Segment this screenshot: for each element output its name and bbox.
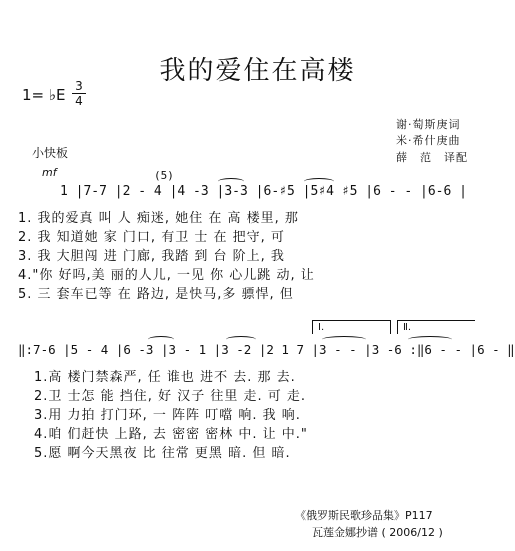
song-title: 我的爱住在高楼 xyxy=(159,56,356,86)
lyric-line: 5.愿 啊今天黑夜 比 往常 更黑 暗. 但 暗. xyxy=(34,446,291,461)
time-signature xyxy=(72,80,86,107)
lyric-line: 2.卫 士怎 能 挡住, 好 汉子 往里 走. 可 走. xyxy=(34,389,306,404)
lyric-line: 3. 我 大胆闯 进 门廊, 我踏 到 台 阶上, 我 xyxy=(18,249,285,264)
transcriber-note: 瓦莲金娜抄谱 ( 2006/12 ) xyxy=(312,526,443,539)
time-signature-top: 3 xyxy=(75,79,83,93)
key-signature: 1= ♭E xyxy=(22,86,66,104)
second-ending-label: Ⅱ. xyxy=(403,322,412,333)
lyric-line: 4.咱 们赶快 上路, 去 密密 密林 中. 让 中." xyxy=(34,427,308,442)
lyricist-credit: 谢·萄斯庚词 xyxy=(396,118,461,131)
dynamic-marking: mf xyxy=(42,166,57,179)
melody-line-1: 1 |7-7 |2 - 4 |4 -3 |3-3 |6-♯5 |5♯4 ♯5 |6 - - |6-6 | xyxy=(60,184,467,199)
lyric-line: 5. 三 套车已等 在 路边, 是快马,多 骠悍, 但 xyxy=(18,287,294,302)
lyric-line: 3.用 力拍 打门环, 一 阵阵 叮噹 响. 我 响. xyxy=(34,408,301,423)
first-ending-bracket xyxy=(312,320,390,321)
second-ending-bracket xyxy=(397,320,475,321)
lyric-line: 1.高 楼门禁森严, 任 谁也 进不 去. 那 去. xyxy=(34,370,296,385)
lyric-line: 1. 我的爱真 叫 人 痴迷, 她住 在 高 楼里, 那 xyxy=(18,211,299,226)
first-ending-label: Ⅰ. xyxy=(318,322,325,333)
source-citation: 《俄罗斯民歌珍品集》P117 xyxy=(295,509,433,522)
composer-credit: 米·希什庚曲 xyxy=(396,134,461,147)
parenthetical-note: (5) xyxy=(154,169,174,182)
first-ending-bracket-right xyxy=(390,320,391,334)
first-ending-bracket-left xyxy=(312,320,313,334)
translator-credit: 薛 范 译配 xyxy=(396,151,468,164)
melody-line-2: ‖:7-6 |5 - 4 |6 -3 |3 - 1 |3 -2 |2 1 7 |3 - - |3 -6 :‖6 - - |6 - ‖ xyxy=(18,342,515,357)
tempo-marking: 小快板 xyxy=(32,146,69,160)
lyric-line: 4."你 好吗,美 丽的人儿, 一见 你 心儿跳 动, 让 xyxy=(18,268,315,283)
second-ending-bracket-left xyxy=(397,320,398,334)
lyric-line: 2. 我 知道她 家 门口, 有卫 士 在 把守, 可 xyxy=(18,230,285,245)
time-signature-bottom: 4 xyxy=(75,94,83,108)
